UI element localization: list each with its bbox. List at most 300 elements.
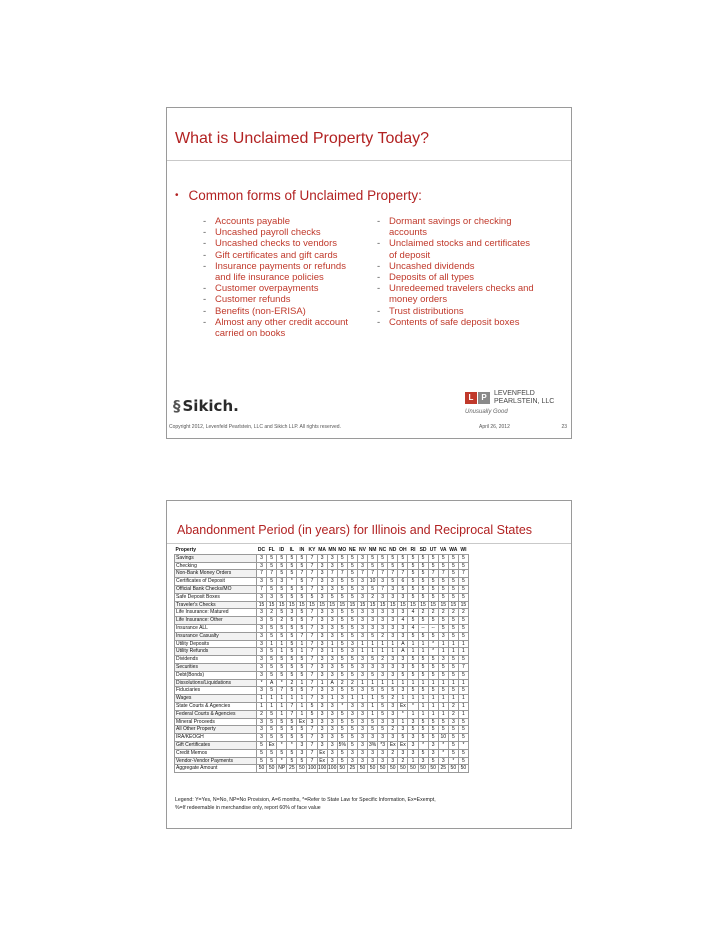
period-cell: 15 — [317, 601, 327, 609]
sikich-logo — [173, 397, 239, 415]
period-cell: 5 — [398, 562, 408, 570]
period-cell: 5 — [287, 757, 297, 765]
header-state: NV — [359, 547, 366, 553]
period-cell: 3 — [357, 554, 367, 562]
period-cell: 3 — [327, 757, 337, 765]
period-cell: 50 — [368, 765, 378, 773]
property-name-cell: Credit Memos — [175, 749, 257, 757]
period-cell: 7 — [388, 570, 398, 578]
period-cell: 5 — [297, 593, 307, 601]
period-cell: 5 — [277, 593, 287, 601]
period-cell: 3 — [378, 617, 388, 625]
list-item-text: Contents of safe deposit boxes — [389, 316, 520, 328]
list-item-text: Customer refunds — [215, 294, 291, 306]
period-cell: 2 — [438, 609, 448, 617]
period-cell: 1 — [297, 640, 307, 648]
period-cell: 3 — [368, 734, 378, 742]
dash-bullet-icon: - — [203, 227, 207, 239]
period-cell: 50 — [458, 765, 468, 773]
period-cell: 3 — [357, 734, 367, 742]
period-cell: 15 — [267, 601, 277, 609]
period-cell: 3 — [378, 734, 388, 742]
period-cell: 3 — [388, 617, 398, 625]
period-cell: 1 — [418, 702, 428, 710]
header-state: WA — [449, 547, 458, 553]
period-cell: 3 — [307, 718, 317, 726]
period-cell: 5 — [337, 726, 347, 734]
period-cell: 3 — [347, 757, 357, 765]
period-cell: 1 — [418, 710, 428, 718]
period-cell: 50 — [267, 765, 277, 773]
period-cell: 5 — [337, 671, 347, 679]
period-cell: 5 — [287, 718, 297, 726]
table-row — [175, 585, 469, 593]
period-cell: 5 — [267, 578, 277, 586]
header-state: NE — [348, 547, 356, 553]
period-cell: 5 — [337, 578, 347, 586]
period-cell: 3 — [368, 663, 378, 671]
period-cell: 5 — [287, 640, 297, 648]
period-cell: 5 — [448, 663, 458, 671]
period-cell: 3 — [337, 695, 347, 703]
dash-bullet-icon: - — [203, 249, 207, 261]
header-state: KY — [308, 547, 316, 553]
period-cell: 5 — [287, 570, 297, 578]
period-cell: 5 — [287, 648, 297, 656]
period-cell: 3 — [277, 578, 287, 586]
period-cell: 1 — [458, 640, 468, 648]
dash-bullet-icon: - — [203, 260, 207, 272]
period-cell: 10 — [438, 734, 448, 742]
period-cell: 5 — [458, 554, 468, 562]
period-cell: 2 — [448, 702, 458, 710]
period-cell: 1 — [438, 640, 448, 648]
period-cell: 5 — [448, 562, 458, 570]
period-cell: 3 — [378, 718, 388, 726]
period-cell: 50 — [448, 765, 458, 773]
period-cell: 3 — [368, 609, 378, 617]
period-cell: 5 — [347, 671, 357, 679]
period-cell: 1 — [277, 640, 287, 648]
period-cell: * — [277, 679, 287, 687]
list-item — [377, 317, 557, 328]
period-cell: 5 — [347, 663, 357, 671]
period-cell: Ex — [388, 741, 398, 749]
period-cell: 5 — [378, 687, 388, 695]
period-cell: 1 — [448, 679, 458, 687]
property-name-cell: Life Insurance: Other — [175, 617, 257, 625]
period-cell: 5 — [287, 617, 297, 625]
period-cell: 1 — [297, 702, 307, 710]
list-item-text: Dormant savings or checking — [389, 216, 512, 227]
property-name-cell: Dissolutions/Liquidations — [175, 679, 257, 687]
list-item — [203, 261, 373, 283]
property-name-cell: Utility Deposits — [175, 640, 257, 648]
period-cell: 5 — [297, 562, 307, 570]
period-cell: 3 — [347, 749, 357, 757]
period-cell: 5 — [458, 656, 468, 664]
period-cell: 1 — [408, 648, 418, 656]
period-cell: 5 — [277, 554, 287, 562]
property-name-cell: Dividends — [175, 656, 257, 664]
period-cell: 1 — [368, 710, 378, 718]
period-cell: 5 — [448, 624, 458, 632]
list-item-text: Uncashed checks to vendors — [215, 238, 337, 250]
period-cell: 5 — [448, 593, 458, 601]
period-cell: 5 — [458, 562, 468, 570]
header-state: VA — [439, 547, 447, 553]
period-cell: 5 — [458, 593, 468, 601]
period-cell: 3 — [388, 702, 398, 710]
period-cell: 2 — [418, 609, 428, 617]
list-item — [377, 283, 557, 305]
period-cell: 5 — [458, 757, 468, 765]
period-cell: A — [267, 679, 277, 687]
period-cell: 5 — [267, 749, 277, 757]
period-cell: 3 — [317, 702, 327, 710]
period-cell: 5 — [458, 624, 468, 632]
period-cell: 3 — [317, 624, 327, 632]
period-cell: 7 — [398, 570, 408, 578]
period-cell: 7 — [267, 570, 277, 578]
list-item-text: Almost any other credit account — [215, 316, 349, 328]
period-cell: 5 — [277, 570, 287, 578]
period-cell: 3 — [317, 632, 327, 640]
period-cell: 3 — [317, 663, 327, 671]
table-row — [175, 570, 469, 578]
period-cell: 5 — [458, 671, 468, 679]
period-cell: 7 — [307, 624, 317, 632]
period-cell: * — [277, 757, 287, 765]
period-cell: 3 — [378, 663, 388, 671]
period-cell: 5 — [458, 734, 468, 742]
period-cell: 5 — [287, 593, 297, 601]
period-cell: 3 — [388, 734, 398, 742]
period-cell: 1 — [297, 710, 307, 718]
period-cell: 7 — [277, 687, 287, 695]
period-cell: 1 — [368, 695, 378, 703]
period-cell: 1 — [448, 640, 458, 648]
period-cell: 3 — [448, 718, 458, 726]
period-cell: *3 — [378, 741, 388, 749]
period-cell: 5 — [287, 632, 297, 640]
period-cell: 3 — [408, 741, 418, 749]
period-cell: 1 — [378, 679, 388, 687]
period-cell: 3 — [317, 562, 327, 570]
table-row — [175, 695, 469, 703]
period-cell: 5 — [378, 695, 388, 703]
period-cell: 5 — [267, 687, 277, 695]
dash-bullet-icon: - — [377, 316, 381, 328]
bullet-text: Common forms of Unclaimed Property: — [188, 188, 422, 203]
period-cell: 5 — [287, 656, 297, 664]
lp-logo-name — [494, 390, 554, 406]
period-cell: 5 — [287, 687, 297, 695]
period-cell: 5 — [428, 757, 438, 765]
table-row — [175, 624, 469, 632]
period-cell: 1 — [428, 679, 438, 687]
lp-logo-name-line1: LEVENFELD — [494, 390, 535, 397]
period-cell: 7 — [307, 578, 317, 586]
period-cell: 7 — [297, 570, 307, 578]
period-cell: 5 — [418, 570, 428, 578]
period-cell: 100 — [328, 765, 337, 772]
period-cell: 5 — [448, 632, 458, 640]
period-cell: 2 — [388, 749, 398, 757]
period-cell: 3 — [388, 632, 398, 640]
period-cell: 5 — [408, 554, 418, 562]
period-cell: 15 — [448, 601, 458, 609]
table-legend — [175, 797, 475, 812]
period-cell: 7 — [307, 562, 317, 570]
period-cell: 5 — [287, 663, 297, 671]
list-item-text: Uncashed dividends — [389, 260, 475, 272]
period-cell: 7 — [307, 734, 317, 742]
period-cell: 5 — [277, 749, 287, 757]
period-cell: 1 — [297, 679, 307, 687]
period-cell: 5 — [418, 554, 428, 562]
period-cell: 3 — [317, 578, 327, 586]
period-cell: 5 — [448, 554, 458, 562]
period-cell: 5 — [398, 734, 408, 742]
table-row — [175, 656, 469, 664]
period-cell: 5 — [428, 734, 438, 742]
period-cell: 3 — [357, 578, 367, 586]
table-row — [175, 734, 469, 742]
list-item — [377, 261, 557, 272]
period-cell: 3 — [257, 624, 267, 632]
period-cell: 3 — [257, 663, 267, 671]
period-cell: 5 — [378, 726, 388, 734]
period-cell: 7 — [378, 585, 388, 593]
period-cell: 5 — [337, 609, 347, 617]
period-cell: A — [398, 648, 408, 656]
period-cell: 5 — [337, 687, 347, 695]
period-cell: 7 — [307, 757, 317, 765]
lp-logo-name-line2: PEARLSTEIN, LLC — [494, 398, 555, 405]
period-cell: 5 — [297, 624, 307, 632]
list-item-text: Gift certificates and gift cards — [215, 249, 338, 261]
period-cell: 3 — [428, 749, 438, 757]
period-cell: 5 — [408, 632, 418, 640]
period-cell: 5 — [458, 617, 468, 625]
list-item — [203, 306, 373, 317]
period-cell: 5 — [337, 718, 347, 726]
period-cell: 5 — [307, 710, 317, 718]
period-cell: 15 — [458, 601, 468, 609]
dash-bullet-icon: - — [377, 283, 381, 295]
period-cell: 15 — [357, 601, 367, 609]
period-cell: 5 — [448, 656, 458, 664]
period-cell: 5 — [368, 632, 378, 640]
period-cell: 5 — [458, 749, 468, 757]
dash-bullet-icon: - — [203, 294, 207, 306]
sikich-logo-text: Sikich. — [182, 397, 239, 415]
period-cell: 5 — [408, 687, 418, 695]
period-cell: 5 — [287, 624, 297, 632]
period-cell: 3 — [398, 726, 408, 734]
property-name-cell: Vendor-Vendor Payments — [175, 757, 257, 765]
period-cell: 5 — [418, 562, 428, 570]
period-cell: Ex — [398, 702, 408, 710]
period-cell: 3 — [327, 718, 337, 726]
period-cell: 7 — [257, 570, 267, 578]
table-row — [175, 687, 469, 695]
period-cell: 7 — [287, 702, 297, 710]
period-cell: 7 — [378, 570, 388, 578]
title-divider — [167, 543, 571, 544]
period-cell: 2 — [267, 609, 277, 617]
period-cell: 5 — [438, 726, 448, 734]
period-cell: 5 — [388, 554, 398, 562]
period-cell: 5 — [347, 562, 357, 570]
table-row — [175, 632, 469, 640]
property-name-cell: Utility Refunds — [175, 648, 257, 656]
period-cell: 3 — [327, 562, 337, 570]
period-cell: 7 — [307, 648, 317, 656]
period-cell: 3 — [347, 702, 357, 710]
list-item-text: of deposit — [389, 249, 431, 261]
period-cell: 25 — [347, 765, 357, 773]
period-cell: 5 — [277, 656, 287, 664]
list-item-text: Benefits (non-ERISA) — [215, 305, 306, 317]
period-cell: 3 — [257, 640, 267, 648]
period-cell: 25 — [438, 765, 448, 773]
period-cell: 4 — [408, 609, 418, 617]
period-cell: 7 — [337, 570, 347, 578]
property-name-cell: Debt(Bonds) — [175, 671, 257, 679]
period-cell: 50 — [257, 765, 267, 773]
period-cell: 1 — [458, 648, 468, 656]
period-cell: 5 — [277, 562, 287, 570]
header-state: RI — [410, 547, 416, 553]
list-item-text: Unredeemed travelers checks and — [389, 283, 534, 295]
period-cell: 3 — [408, 749, 418, 757]
table-row — [175, 562, 469, 570]
dash-bullet-icon: - — [203, 283, 207, 295]
period-cell: 1 — [277, 695, 287, 703]
period-cell: 1 — [277, 702, 287, 710]
period-cell: 5 — [428, 632, 438, 640]
period-cell: 2 — [287, 679, 297, 687]
period-cell: 50 — [418, 765, 428, 773]
period-cell: 5 — [337, 663, 347, 671]
period-cell: 15 — [408, 601, 418, 609]
period-cell: 5 — [458, 726, 468, 734]
period-cell: 6 — [398, 578, 408, 586]
period-cell: 5 — [347, 718, 357, 726]
period-cell: 3 — [257, 718, 267, 726]
period-cell: 5 — [347, 585, 357, 593]
period-cell: 5 — [277, 585, 287, 593]
period-cell: 1 — [267, 695, 277, 703]
period-cell: 3 — [327, 578, 337, 586]
period-cell: 1 — [458, 702, 468, 710]
period-cell: 10 — [368, 578, 378, 586]
period-cell: 5 — [438, 562, 448, 570]
property-name-cell: Federal Courts & Agencies — [175, 710, 257, 718]
period-cell: 3 — [257, 609, 267, 617]
period-cell: Ex — [398, 741, 408, 749]
period-cell: 1 — [368, 679, 378, 687]
period-cell: 3 — [257, 656, 267, 664]
property-name-cell: Securities — [175, 663, 257, 671]
period-cell: 3 — [317, 554, 327, 562]
slide-unclaimed-property — [166, 107, 572, 439]
period-cell: 3 — [317, 734, 327, 742]
period-cell: 50 — [297, 765, 307, 773]
period-cell: 5 — [267, 757, 277, 765]
period-cell: 15 — [418, 601, 428, 609]
period-cell: 5 — [438, 578, 448, 586]
period-cell: 5 — [428, 663, 438, 671]
period-cell: 3 — [267, 593, 277, 601]
period-cell: 3 — [347, 710, 357, 718]
period-cell: 5 — [408, 617, 418, 625]
period-cell: 5 — [418, 632, 428, 640]
sikich-mark-icon: § — [173, 397, 181, 415]
period-cell: 5 — [408, 671, 418, 679]
period-cell: 3 — [347, 640, 357, 648]
period-cell: 3 — [317, 585, 327, 593]
period-cell: 3 — [357, 585, 367, 593]
period-cell: 3 — [388, 757, 398, 765]
header-property: Property — [175, 547, 197, 553]
lp-logo-p-icon: P — [478, 392, 490, 404]
period-cell: 5 — [277, 663, 287, 671]
period-cell: 7 — [458, 663, 468, 671]
period-cell: 3 — [257, 734, 267, 742]
header-state: NC — [379, 547, 387, 553]
period-cell: 3% — [368, 741, 377, 748]
period-cell: 1 — [357, 695, 367, 703]
period-cell: 5 — [287, 726, 297, 734]
period-cell: 1 — [347, 695, 357, 703]
dash-bullet-icon: - — [203, 305, 207, 317]
period-cell: 5 — [438, 663, 448, 671]
period-cell: 3 — [317, 718, 327, 726]
period-cell: 5 — [337, 749, 347, 757]
period-cell: 1 — [277, 648, 287, 656]
property-name-cell: Life Insurance: Matured — [175, 609, 257, 617]
period-cell: 5 — [438, 687, 448, 695]
dash-bullet-icon: - — [377, 305, 381, 317]
period-cell: 3 — [378, 749, 388, 757]
period-cell: 1 — [368, 648, 378, 656]
list-item — [377, 272, 557, 283]
period-cell: 5 — [448, 570, 458, 578]
period-cell: 1 — [438, 679, 448, 687]
table-row — [175, 609, 469, 617]
period-cell: 5 — [458, 578, 468, 586]
period-cell: 5 — [408, 726, 418, 734]
period-cell: 1 — [398, 679, 408, 687]
period-cell: 1 — [378, 648, 388, 656]
period-cell: 1 — [257, 702, 267, 710]
period-cell: 3 — [327, 749, 337, 757]
property-name-cell: Insurance Casualty — [175, 632, 257, 640]
dash-bullet-icon: - — [377, 238, 381, 250]
period-cell: 5 — [428, 554, 438, 562]
period-cell: 3 — [398, 632, 408, 640]
period-cell: 1 — [438, 702, 448, 710]
period-cell: 3 — [327, 741, 337, 749]
period-cell: 3 — [388, 718, 398, 726]
list-item — [203, 250, 373, 261]
period-cell: 7 — [307, 609, 317, 617]
period-cell: 1 — [408, 640, 418, 648]
period-cell: 2 — [458, 609, 468, 617]
